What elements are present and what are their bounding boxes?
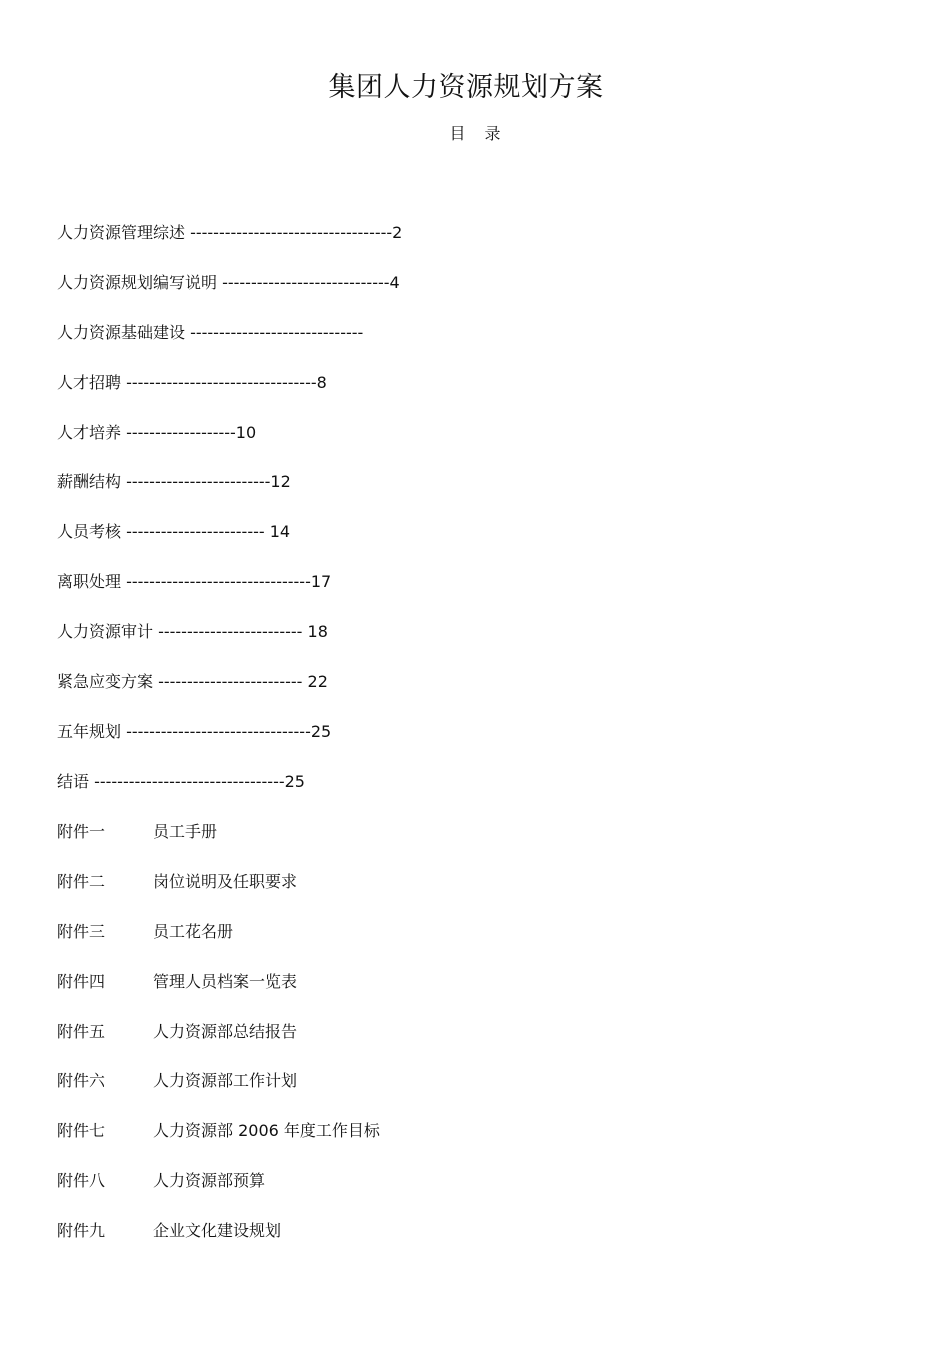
toc-entry: 五年规划 --------------------------------25 — [57, 721, 332, 741]
appendix-entry — [57, 1170, 380, 1220]
toc-entry: 人才招聘 ---------------------------------8 — [57, 372, 327, 392]
document-title: 集团人力资源规划方案 — [328, 72, 604, 103]
toc-heading: 目 录 — [449, 124, 501, 143]
appendix-title: 岗位说明及任职要求 — [153, 871, 298, 891]
appendix-entry — [57, 1220, 380, 1270]
toc-entry: 薪酬结构 -------------------------12 — [57, 472, 291, 492]
appendix-number: 附件六 — [57, 1071, 106, 1091]
appendix-number: 附件三 — [57, 921, 106, 941]
toc-entry: 人力资源基础建设 ------------------------------ — [57, 322, 364, 342]
appendix-number: 附件二 — [57, 871, 106, 891]
toc-entry: 离职处理 --------------------------------17 — [57, 572, 332, 592]
appendix-title: 员工手册 — [153, 822, 218, 841]
appendix-title: 企业文化建设规划 — [153, 1221, 282, 1241]
appendix-title: 员工花名册 — [153, 921, 234, 941]
toc-entry: 人力资源规划编写说明 -----------------------------4 — [57, 272, 400, 292]
appendix-number: 附件八 — [57, 1171, 106, 1191]
toc-entry: 结语 ---------------------------------25 — [57, 771, 305, 791]
appendix-entry — [57, 1120, 380, 1170]
table-of-contents — [57, 222, 402, 821]
appendix-title: 人力资源部工作计划 — [153, 1071, 298, 1091]
toc-entry: 人力资源管理综述 -----------------------------------2 — [57, 223, 403, 242]
appendix-title: 人力资源部 2006 年度工作目标 — [153, 1121, 380, 1141]
appendix-entry — [57, 1070, 380, 1120]
appendix-entry — [57, 821, 380, 871]
appendix-number: 附件七 — [57, 1121, 106, 1141]
appendix-title: 人力资源部总结报告 — [153, 1021, 298, 1041]
toc-entry: 紧急应变方案 ------------------------- 22 — [57, 672, 328, 692]
appendix-entry — [57, 871, 380, 921]
appendix-list — [57, 821, 380, 1270]
appendix-title: 管理人员档案一览表 — [153, 971, 298, 991]
appendix-number: 附件四 — [57, 971, 106, 991]
appendix-entry — [57, 971, 380, 1021]
appendix-number: 附件五 — [57, 1021, 106, 1041]
toc-entry: 人才培养 -------------------10 — [57, 422, 257, 442]
appendix-title: 人力资源部预算 — [153, 1171, 266, 1191]
appendix-number: 附件九 — [57, 1221, 106, 1241]
appendix-entry — [57, 1021, 380, 1071]
appendix-entry — [57, 921, 380, 971]
appendix-number: 附件一 — [57, 822, 106, 841]
toc-entry: 人员考核 ------------------------ 14 — [57, 522, 291, 542]
toc-entry: 人力资源审计 ------------------------- 18 — [57, 622, 328, 642]
